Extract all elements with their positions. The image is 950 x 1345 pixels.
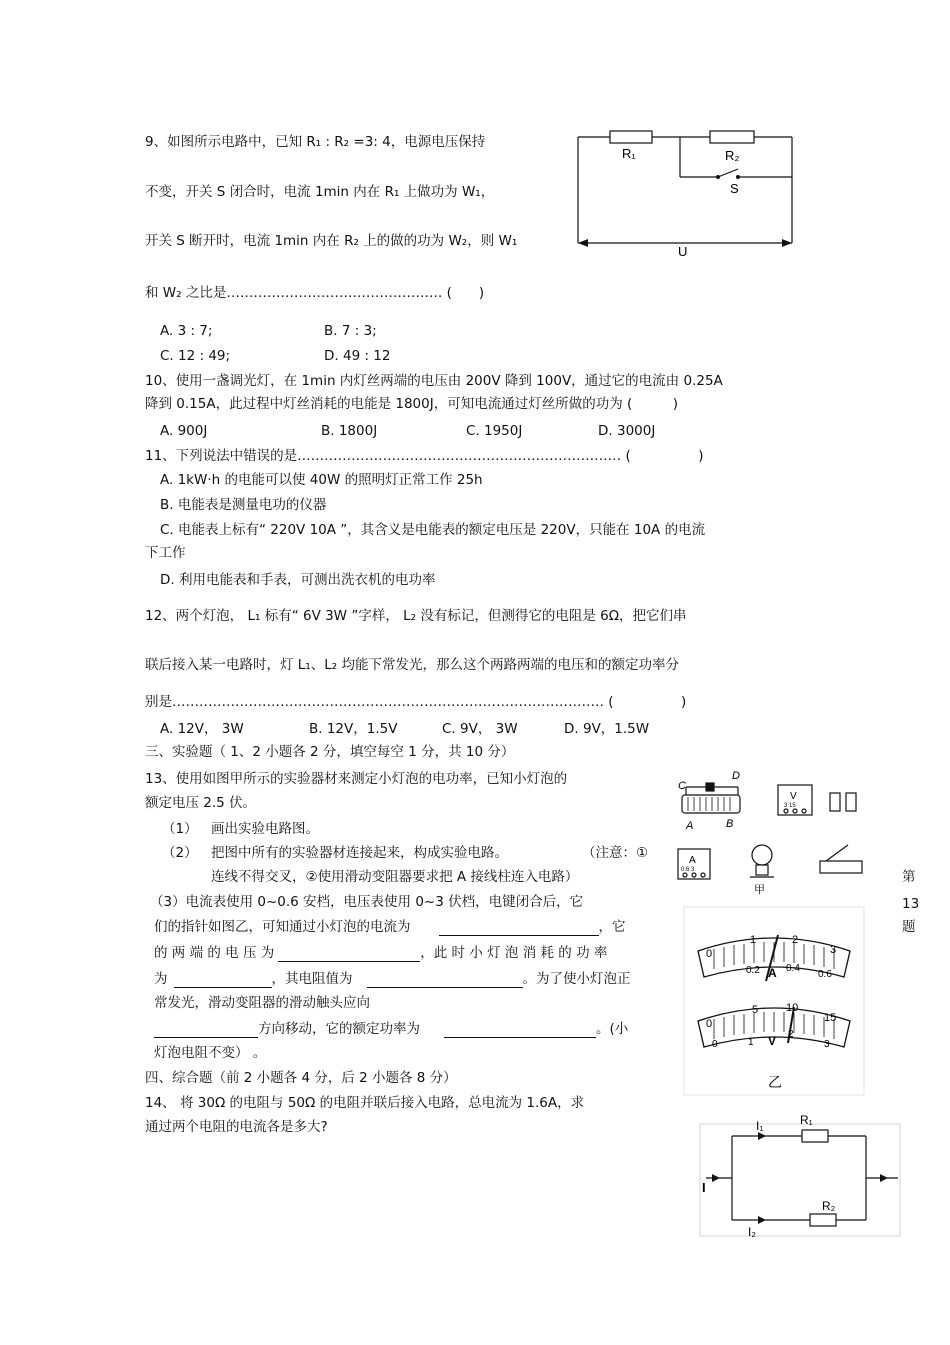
section-3-heading: 三、实验题（ 1、2 小题各 2 分，填空每空 1 分，共 10 分） (145, 744, 515, 760)
fig1-c-label: C (678, 780, 686, 792)
q11-option-c2: 下工作 (145, 545, 186, 561)
q13-sub3-line7: 灯泡电阻不变） 。 (154, 1045, 267, 1061)
q12-line3: 别是…………………………………………………………………………………… ( ) (145, 694, 687, 710)
q14-i1-label: I₁ (756, 1119, 764, 1133)
v-meter-top-2: 10 (786, 1002, 799, 1014)
q12-option-b: B. 12V，1.5V (309, 721, 398, 737)
q9-option-a: A. 3 : 7; (160, 323, 213, 339)
fig1-voltmeter-symbol: V (790, 791, 797, 802)
fig1-ammeter-symbol: A (689, 855, 696, 866)
q13-sub3-line6 (154, 1020, 628, 1038)
fig1-b-label: B (726, 818, 734, 830)
q12-option-d: D. 9V，1.5W (564, 721, 650, 737)
q13-apparatus-figure (670, 759, 875, 899)
q9-option-b: B. 7 : 3; (324, 323, 377, 339)
q13-line2: 额定电压 2.5 伏。 (145, 795, 257, 811)
q13-sub3-line3 (154, 944, 607, 962)
v-meter-inner-3: 3 (824, 1039, 830, 1050)
q9-r2-label: R₂ (725, 148, 740, 163)
q13-rated-power-prompt: 方向移动，它的额定功率为 (258, 1021, 420, 1037)
q13-rated-power-suffix: 。(小 (596, 1021, 629, 1037)
rated-power-answer-blank[interactable] (444, 1023, 596, 1038)
a-meter-top-3: 3 (830, 944, 837, 956)
a-meter-inner-1: 0.2 (746, 965, 760, 976)
q13-meter-figure (684, 907, 864, 1095)
q9-line3: 开关 S 断开时，电流 1min 内在 R₂ 上的做的功为 W₂，则 W₁ (145, 233, 518, 249)
v-meter-inner-1: 1 (748, 1037, 754, 1048)
a-meter-unit: A (768, 966, 777, 980)
q9-option-d: D. 49 : 12 (324, 348, 391, 364)
q13-sub1-text: 画出实验电路图。 (211, 821, 319, 837)
q14-r1-label: R₁ (800, 1113, 813, 1127)
q10-option-a: A. 900J (160, 423, 208, 439)
q9-circuit-diagram (570, 125, 800, 260)
fig1-d-label: D (732, 770, 740, 782)
q9-r1-label: R₁ (622, 146, 636, 161)
q9-s-label: S (730, 181, 739, 196)
q10-option-c: C. 1950J (466, 423, 523, 439)
q13-power-prefix: 为 (154, 971, 168, 987)
q14-parallel-circuit (698, 1110, 906, 1240)
power-answer-blank[interactable] (174, 973, 272, 988)
q12-line2: 联后接入某一电路时，灯 L₁、L₂ 均能下常发光，那么这个两路两端的电压和的额定功率分 (145, 657, 679, 673)
v-meter-top-3: 15 (824, 1012, 837, 1024)
q12-option-c: C. 9V， 3W (442, 721, 518, 737)
v-meter-top-1: 5 (752, 1004, 759, 1016)
a-meter-inner-2: 0.4 (786, 963, 800, 974)
q13-current-prompt: 们的指针如图乙，可知通过小灯泡的电流为 (154, 919, 411, 935)
q13-power-prompt: ，此 时 小 灯 泡 消 耗 的 功 率 (420, 945, 608, 961)
v-meter-unit: V (768, 1034, 777, 1048)
fig1-voltmeter-scale: 3 15 (784, 803, 796, 809)
q14-line2: 通过两个电阻的电流各是多大? (145, 1119, 328, 1135)
q10-line2: 降到 0.15A，此过程中灯丝消耗的电能是 1800J，可知电流通过灯丝所做的功为 ( ) (145, 396, 679, 412)
q13-current-suffix: ，它 (598, 919, 626, 935)
v-meter-top-0: 0 (706, 1018, 713, 1030)
q9-line4: 和 W₂ 之比是………………………………………… ( ) (145, 285, 485, 301)
section-4-heading: 四、综合题（前 2 小题各 4 分，后 2 小题各 8 分） (145, 1070, 457, 1086)
q13-line1: 13、使用如图甲所示的实验器材来测定小灯泡的电功率，已知小灯泡的 (145, 771, 568, 787)
voltage-answer-blank[interactable] (278, 947, 420, 962)
a-meter-inner-3: 0.6 (818, 969, 832, 980)
q13-sub2-note: （注意：① (582, 845, 649, 861)
q11-option-b: B. 电能表是测量电功的仪器 (160, 497, 327, 513)
direction-answer-blank[interactable] (154, 1023, 258, 1038)
q13-sub3-line2 (154, 918, 626, 936)
q10-option-b: B. 1800J (321, 423, 378, 439)
current-answer-blank[interactable] (439, 921, 599, 936)
q9-line2: 不变，开关 S 闭合时，电流 1min 内在 R₁ 上做功为 W₁， (145, 184, 495, 200)
q11-line1: 11、下列说法中错误的是……………………………………………………………… ( ) (145, 448, 704, 464)
q10-line1: 10、使用一盏调光灯，在 1min 内灯丝两端的电压由 200V 降到 100V，通过它的电流由 0.25A (145, 373, 723, 389)
v-meter-bottom-0: 0 (712, 1039, 718, 1050)
q14-i2-label: I₂ (748, 1225, 756, 1239)
q13-sub2-text: 把图中所有的实验器材连接起来，构成实验电路。 (211, 845, 508, 861)
q13-sub2-num: （2） (162, 845, 198, 861)
q13-sub2-line2: 连线不得交叉，②使用滑动变阻器要求把 A 接线柱连入电路） (211, 869, 579, 885)
a-meter-top-2: 2 (792, 934, 799, 946)
fig1-label: 甲 (754, 884, 765, 896)
q13-sub3-line4 (154, 970, 631, 988)
q13-sub1-num: （1） (162, 821, 198, 837)
v-meter-inner-2: 2 (788, 1029, 794, 1040)
resistance-answer-blank[interactable] (367, 973, 523, 988)
q9-option-c: C. 12 : 49; (160, 348, 231, 364)
fig2-label: 乙 (768, 1074, 782, 1090)
side-label-1: 第 (902, 869, 916, 885)
fig1-a-label: A (686, 820, 694, 832)
q14-line1: 14、 将 30Ω 的电阻与 50Ω 的电阻并联后接入电路，总电流为 1.6A，求 (145, 1095, 585, 1111)
q14-r2-label: R₂ (822, 1199, 836, 1213)
q13-resistance-prompt: ，其电阻值为 (271, 971, 353, 987)
a-meter-top-0: 0 (706, 948, 713, 960)
q11-option-c1: C. 电能表上标有“ 220V 10A ”，其含义是电能表的额定电压是 220V，只能在 10A 的电流 (160, 522, 706, 538)
q13-sub3-line1: （3）电流表使用 0~0.6 安档，电压表使用 0~3 伏档，电键闭合后，它 (150, 894, 584, 910)
q9-u-label: U (678, 244, 688, 259)
q13-resistance-suffix: 。为了使小灯泡正 (522, 971, 631, 987)
q12-line1: 12、两个灯泡， L₁ 标有“ 6V 3W ”字样， L₂ 没有标记，但测得它的电阻是 6Ω，把它们串 (145, 608, 687, 624)
fig1-ammeter-scale: 0.6 3 (681, 867, 695, 873)
q14-total-current-label: I (702, 1180, 706, 1195)
q12-option-a: A. 12V， 3W (160, 721, 244, 737)
q11-option-a: A. 1kW·h 的电能可以使 40W 的照明灯正常工作 25h (160, 472, 483, 488)
q13-sub3-line5: 常发光，滑动变阻器的滑动触头应向 (154, 995, 370, 1011)
side-label-2: 13 (902, 896, 920, 912)
q11-option-d: D. 利用电能表和手表，可测出洗衣机的电功率 (160, 572, 436, 588)
side-label-3: 题 (902, 919, 916, 935)
q9-line1: 9、如图所示电路中，已知 R₁ : R₂ =3: 4，电源电压保持 (145, 134, 486, 150)
q10-option-d: D. 3000J (598, 423, 656, 439)
a-meter-top-1: 1 (750, 934, 757, 946)
q13-voltage-prompt: 的 两 端 的 电 压 为 (154, 945, 275, 961)
